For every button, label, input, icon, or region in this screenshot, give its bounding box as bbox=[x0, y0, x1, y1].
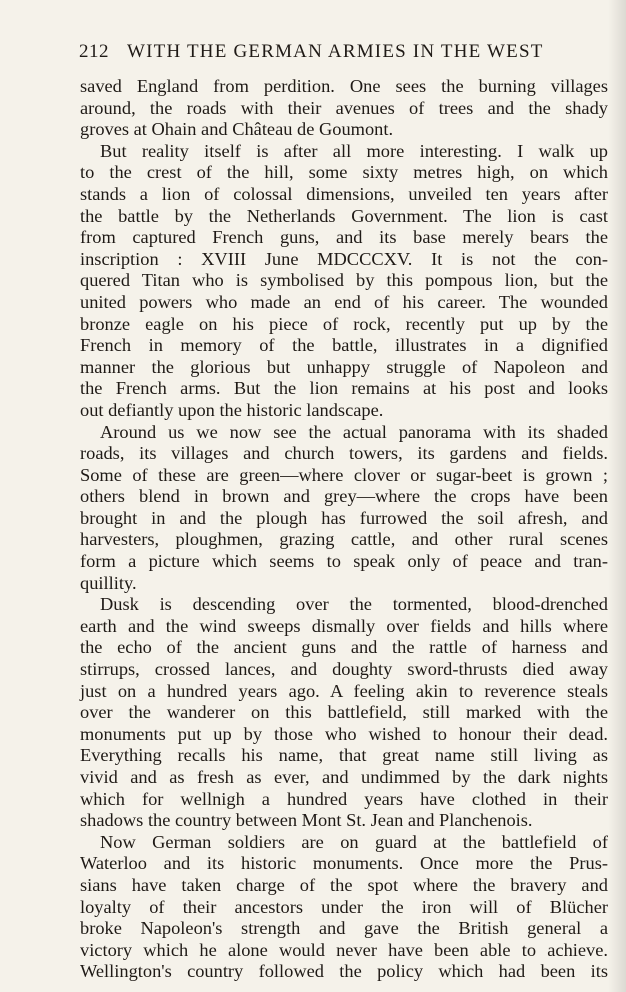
text-line: vivid and as fresh as ever, and undimmed by the dark nights bbox=[80, 767, 608, 787]
text-line: form a picture which seems to speak only of peace and tran- bbox=[80, 551, 608, 572]
text-line: stands a lion of colossal dimensions, unveiled ten years after bbox=[80, 183, 608, 204]
text-line: out defiantly upon the historic landscape. bbox=[80, 399, 384, 420]
text-line: roads, its villages and church towers, its gardens and fields. bbox=[80, 443, 608, 464]
text-line: French in memory of the battle, illustrates in a dignified bbox=[80, 335, 608, 356]
text-line: Around us we now see the actual panorama with its shaded bbox=[100, 421, 608, 442]
text-line: Waterloo and its historic monuments. Once more the Prus- bbox=[80, 853, 608, 874]
text-line: Some of these are green—where clover or sugar-beet is grown ; bbox=[80, 464, 608, 485]
text-line: from captured French guns, and its base merely bears the bbox=[80, 227, 608, 248]
text-line: shadows the country between Mont St. Jean and Planchenois. bbox=[80, 810, 533, 831]
text-line: over the wanderer on this battlefield, still marked with the bbox=[80, 702, 608, 723]
text-line: But reality itself is after all more interesting. I walk up bbox=[100, 140, 608, 161]
text-line: around, the roads with their avenues of trees and the shady bbox=[80, 97, 608, 118]
body-text bbox=[80, 76, 608, 983]
text-line: which for wellnigh a hundred years have clothed in their bbox=[80, 788, 608, 809]
text-line: united powers who made an end of his career. The wounded bbox=[80, 291, 608, 312]
text-line: sians have taken charge of the spot where the bravery and bbox=[80, 874, 608, 895]
text-line: others blend in brown and grey—where the crops have been bbox=[80, 486, 608, 507]
text-line: manner the glorious but unhappy struggle of Napoleon and bbox=[80, 356, 608, 377]
text-line: the echo of the ancient guns and the rattle of harness and bbox=[80, 637, 608, 658]
text-line: quillity. bbox=[80, 572, 137, 593]
running-title: WITH THE GERMAN ARMIES IN THE WEST bbox=[127, 41, 544, 62]
text-line: victory which he alone would never have been able to achieve. bbox=[80, 939, 608, 960]
page-edge-shadow bbox=[608, 0, 626, 992]
text-line: monuments put up by those who wished to honour their dead. bbox=[80, 723, 608, 744]
text-line: just on a hundred years ago. A feeling akin to reverence steals bbox=[80, 680, 608, 701]
text-line: brought in and the plough has furrowed the soil afresh, and bbox=[80, 507, 608, 528]
text-line: to the crest of the hill, some sixty metres high, on which bbox=[80, 162, 608, 183]
text-line: inscription : XVIII June MDCCCXV. It is not the con- bbox=[80, 248, 608, 269]
text-line: Dusk is descending over the tormented, blood-drenched bbox=[100, 594, 608, 615]
text-line: Now German soldiers are on guard at the battlefield of bbox=[100, 831, 608, 852]
text-line: saved England from perdition. One sees the burning villages bbox=[80, 76, 608, 96]
text-line: the battle by the Netherlands Government. The lion is cast bbox=[80, 205, 608, 226]
text-line: harvesters, ploughmen, grazing cattle, and other rural scenes bbox=[80, 529, 608, 550]
text-line: earth and the wind sweeps dismally over fields and hills where bbox=[80, 615, 608, 636]
text-line: Wellington's country followed the policy which had been its bbox=[80, 961, 608, 982]
text-line: bronze eagle on his piece of rock, recently put up by the bbox=[80, 313, 608, 334]
text-line: stirrups, crossed lances, and doughty sword-thrusts died away bbox=[80, 659, 608, 680]
page-number: 212 bbox=[79, 41, 109, 62]
running-head bbox=[79, 40, 609, 68]
text-line: broke Napoleon's strength and gave the British general a bbox=[80, 918, 608, 939]
text-line: Everything recalls his name, that great name still living as bbox=[80, 745, 608, 766]
text-line: quered Titan who is symbolised by this pompous lion, but the bbox=[80, 270, 608, 291]
text-line: the French arms. But the lion remains at his post and looks bbox=[80, 378, 608, 399]
text-line: loyalty of their ancestors under the iron will of Blücher bbox=[80, 896, 608, 917]
text-line: groves at Ohain and Château de Goumont. bbox=[80, 119, 394, 140]
